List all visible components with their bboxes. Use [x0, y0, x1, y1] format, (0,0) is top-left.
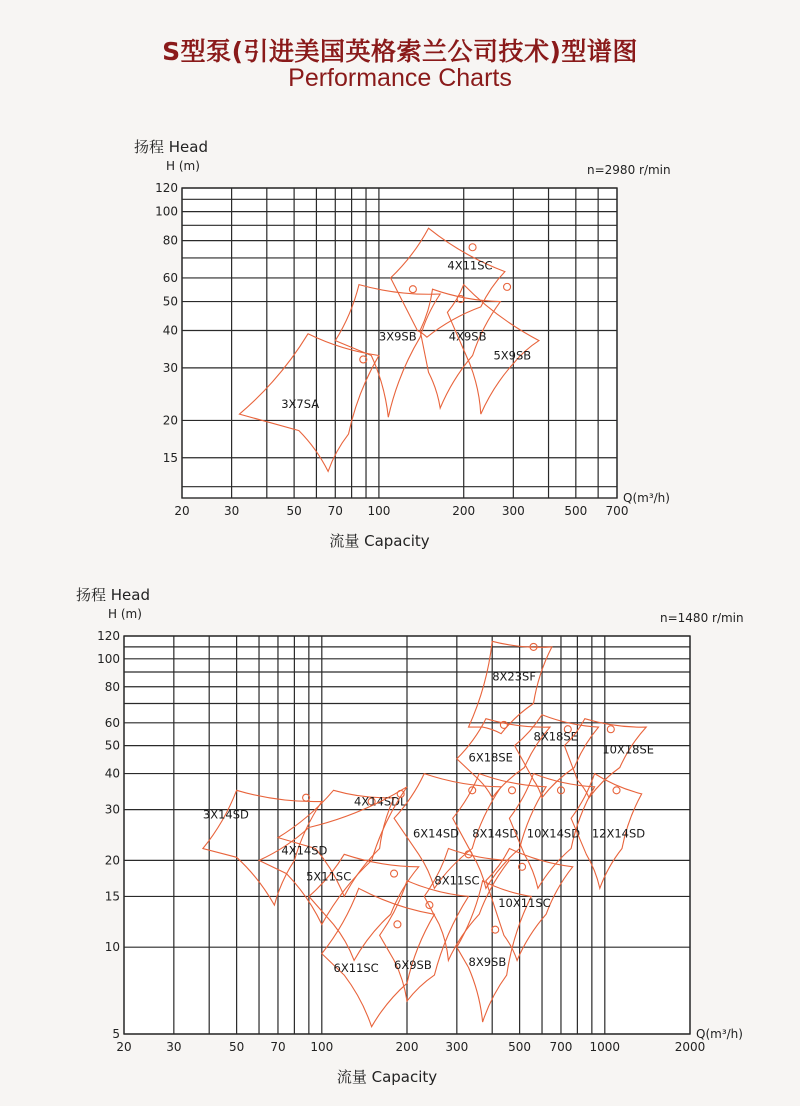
- y-tick-label: 15: [104, 889, 120, 904]
- x-tick-label: 30: [166, 1040, 182, 1054]
- pump-model-label: 8X23SF: [492, 669, 536, 684]
- x-tick-label: 1000: [589, 1040, 621, 1054]
- y-tick-label: 10: [104, 940, 120, 955]
- pump-model-label: 10X14SD: [526, 826, 581, 841]
- page-title-en: Performance Charts: [288, 64, 512, 92]
- x-tick-label: 200: [452, 504, 476, 518]
- pump-model-label: 4X11SC: [447, 258, 493, 273]
- y-axis-title: 扬程 Head: [76, 586, 150, 604]
- x-tick-label: 500: [508, 1040, 532, 1054]
- x-tick-label: 50: [228, 1040, 245, 1054]
- x-tick-label: 50: [286, 504, 302, 518]
- y-tick-label: 30: [162, 360, 178, 375]
- y-tick-label: 100: [155, 204, 178, 219]
- pump-model-label: 4X14SD: [281, 843, 328, 858]
- chart-1480rpm: [0, 575, 800, 1105]
- x-tick-label: 100: [367, 504, 391, 518]
- pump-model-label: 6X14SD: [412, 826, 459, 841]
- speed-label: n=2980 r/min: [587, 163, 671, 177]
- speed-label: n=1480 r/min: [660, 611, 744, 625]
- y-tick-label: 20: [162, 413, 178, 428]
- pump-model-label: 12X14SD: [591, 826, 646, 841]
- y-tick-label: 120: [155, 181, 178, 195]
- pump-model-label: 3X7SA: [281, 397, 320, 412]
- y-tick-label: 40: [104, 766, 120, 781]
- y-tick-label: 20: [104, 853, 120, 868]
- pump-model-label: 8X9SB: [468, 955, 507, 970]
- pump-model-label: 4X9SB: [448, 329, 487, 344]
- pump-model-label: 6X18SE: [468, 750, 513, 765]
- x-tick-label: 200: [395, 1040, 419, 1054]
- y-tick-label: 30: [104, 802, 120, 817]
- pump-model-label: 3X9SB: [378, 329, 417, 344]
- x-tick-label: 70: [327, 504, 343, 518]
- pump-model-label: 8X14SD: [472, 826, 519, 841]
- chart-2980rpm: [0, 130, 800, 570]
- pump-model-label: 8X11SC: [434, 873, 480, 888]
- x-tick-label: 700: [549, 1040, 573, 1054]
- pump-model-label: 5X9SB: [493, 348, 532, 363]
- pump-model-label: 8X18SE: [533, 729, 578, 744]
- y-axis-title: 扬程 Head: [134, 138, 208, 156]
- y-tick-label: 50: [162, 294, 178, 309]
- y-tick-label: 50: [104, 738, 120, 753]
- x-axis-unit: Q(m³/h): [623, 491, 670, 505]
- x-tick-label: 20: [174, 504, 190, 518]
- pump-model-label: 3X14SD: [202, 807, 249, 822]
- pump-model-label: 6X11SC: [333, 961, 379, 976]
- y-axis-unit: H (m): [166, 159, 200, 173]
- page-title-cn: S型泵(引进美国英格索兰公司技术)型谱图: [162, 37, 638, 66]
- x-tick-label: 70: [270, 1040, 286, 1054]
- y-tick-label: 5: [112, 1027, 120, 1041]
- y-tick-label: 120: [97, 629, 120, 643]
- x-tick-label: 300: [501, 504, 525, 518]
- pump-model-label: 6X9SB: [394, 958, 432, 973]
- x-tick-label: 300: [445, 1040, 469, 1054]
- pump-model-label: 10X18SE: [602, 742, 655, 757]
- y-tick-label: 100: [97, 651, 120, 666]
- y-tick-label: 60: [162, 270, 178, 285]
- y-axis-unit: H (m): [108, 607, 142, 621]
- x-axis-title: 流量 Capacity: [329, 532, 430, 550]
- y-tick-label: 40: [162, 323, 178, 338]
- x-tick-label: 500: [564, 504, 588, 518]
- y-tick-label: 80: [162, 233, 178, 248]
- pump-model-label: 4X14SDL: [354, 794, 407, 809]
- x-tick-label: 700: [605, 504, 629, 518]
- x-tick-label: 100: [310, 1040, 334, 1054]
- y-tick-label: 60: [104, 715, 120, 730]
- x-tick-label: 20: [116, 1040, 132, 1054]
- x-axis-unit: Q(m³/h): [696, 1027, 743, 1041]
- x-tick-label: 2000: [674, 1040, 706, 1054]
- pump-model-label: 5X11SC: [306, 869, 352, 884]
- pump-model-label: 10X11SC: [498, 895, 551, 910]
- y-tick-label: 80: [104, 679, 120, 694]
- x-axis-title: 流量 Capacity: [336, 1068, 438, 1086]
- x-tick-label: 30: [223, 504, 240, 518]
- y-tick-label: 15: [162, 450, 178, 465]
